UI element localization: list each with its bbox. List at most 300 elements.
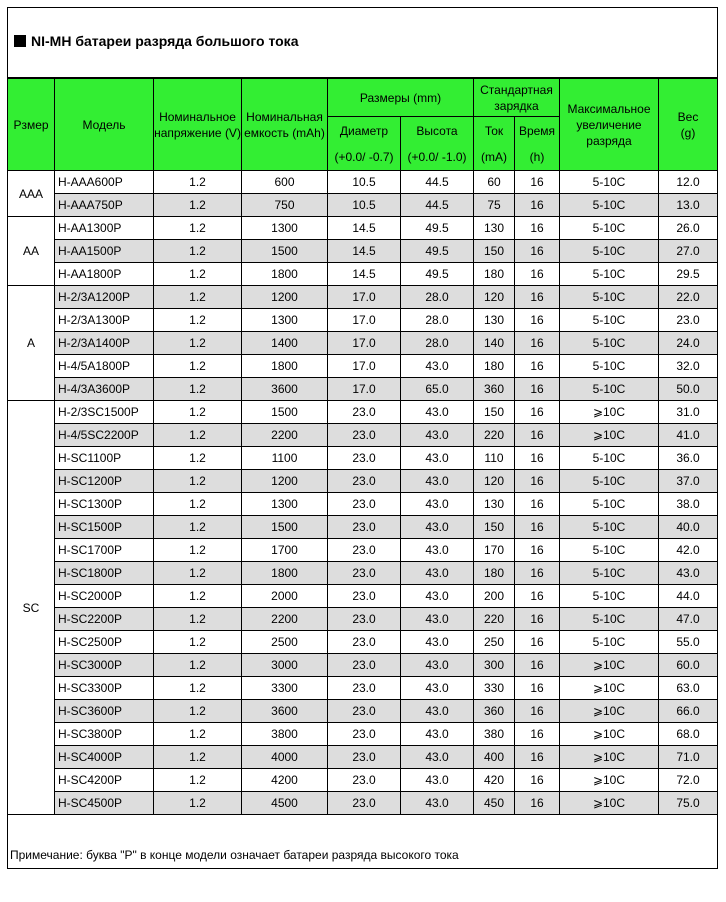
discharge-cell: ⩾10C bbox=[560, 401, 659, 424]
capacity-cell: 1200 bbox=[242, 286, 328, 309]
height-cell: 43.0 bbox=[401, 562, 474, 585]
voltage-cell: 1.2 bbox=[154, 424, 242, 447]
current-cell: 120 bbox=[474, 286, 515, 309]
model-cell: H-SC1100P bbox=[55, 447, 154, 470]
discharge-cell: 5-10C bbox=[560, 355, 659, 378]
model-cell: H-AAA750P bbox=[55, 194, 154, 217]
height-cell: 43.0 bbox=[401, 355, 474, 378]
height-cell: 43.0 bbox=[401, 493, 474, 516]
footnote: Примечание: буква "P" в конце модели означает батареи разряда высокого тока bbox=[10, 848, 459, 862]
voltage-cell: 1.2 bbox=[154, 631, 242, 654]
time-cell: 16 bbox=[515, 447, 560, 470]
discharge-cell: ⩾10C bbox=[560, 792, 659, 815]
weight-cell: 23.0 bbox=[659, 309, 718, 332]
voltage-cell: 1.2 bbox=[154, 378, 242, 401]
weight-cell: 55.0 bbox=[659, 631, 718, 654]
time-cell: 16 bbox=[515, 424, 560, 447]
model-cell: H-SC1700P bbox=[55, 539, 154, 562]
height-cell: 43.0 bbox=[401, 608, 474, 631]
voltage-cell: 1.2 bbox=[154, 562, 242, 585]
voltage-cell: 1.2 bbox=[154, 263, 242, 286]
model-cell: H-AA1500P bbox=[55, 240, 154, 263]
table-row bbox=[8, 608, 718, 631]
table-row bbox=[8, 240, 718, 263]
height-cell: 43.0 bbox=[401, 631, 474, 654]
diameter-cell: 23.0 bbox=[328, 447, 401, 470]
time-cell: 16 bbox=[515, 171, 560, 194]
diameter-cell: 23.0 bbox=[328, 769, 401, 792]
current-cell: 110 bbox=[474, 447, 515, 470]
header-dimensions: Размеры (mm) bbox=[328, 79, 474, 117]
discharge-cell: 5-10C bbox=[560, 240, 659, 263]
diameter-cell: 23.0 bbox=[328, 401, 401, 424]
header-diameter-label: Диаметр bbox=[339, 123, 389, 138]
voltage-cell: 1.2 bbox=[154, 240, 242, 263]
weight-cell: 24.0 bbox=[659, 332, 718, 355]
header-current-label: Ток bbox=[484, 123, 504, 138]
table-row bbox=[8, 286, 718, 309]
height-cell: 49.5 bbox=[401, 240, 474, 263]
height-cell: 43.0 bbox=[401, 723, 474, 746]
diameter-cell: 23.0 bbox=[328, 608, 401, 631]
voltage-cell: 1.2 bbox=[154, 286, 242, 309]
model-cell: H-2/3A1300P bbox=[55, 309, 154, 332]
header-height-label: Высота bbox=[416, 123, 458, 138]
weight-cell: 27.0 bbox=[659, 240, 718, 263]
weight-cell: 47.0 bbox=[659, 608, 718, 631]
header-diameter bbox=[328, 117, 401, 171]
model-cell: H-4/5A1800P bbox=[55, 355, 154, 378]
table-row bbox=[8, 493, 718, 516]
diameter-cell: 14.5 bbox=[328, 263, 401, 286]
diameter-cell: 23.0 bbox=[328, 746, 401, 769]
discharge-cell: 5-10C bbox=[560, 171, 659, 194]
diameter-cell: 10.5 bbox=[328, 194, 401, 217]
discharge-cell: 5-10C bbox=[560, 309, 659, 332]
model-cell: H-2/3A1400P bbox=[55, 332, 154, 355]
time-cell: 16 bbox=[515, 654, 560, 677]
time-cell: 16 bbox=[515, 585, 560, 608]
table-row bbox=[8, 562, 718, 585]
weight-cell: 50.0 bbox=[659, 378, 718, 401]
current-cell: 400 bbox=[474, 746, 515, 769]
discharge-cell: ⩾10C bbox=[560, 700, 659, 723]
time-cell: 16 bbox=[515, 723, 560, 746]
time-cell: 16 bbox=[515, 332, 560, 355]
current-cell: 150 bbox=[474, 240, 515, 263]
table-row bbox=[8, 677, 718, 700]
capacity-cell: 3800 bbox=[242, 723, 328, 746]
weight-cell: 36.0 bbox=[659, 447, 718, 470]
time-cell: 16 bbox=[515, 309, 560, 332]
height-cell: 43.0 bbox=[401, 424, 474, 447]
current-cell: 180 bbox=[474, 355, 515, 378]
size-cell: SC bbox=[8, 401, 55, 815]
discharge-cell: 5-10C bbox=[560, 217, 659, 240]
capacity-cell: 1700 bbox=[242, 539, 328, 562]
table-row bbox=[8, 309, 718, 332]
diameter-cell: 17.0 bbox=[328, 286, 401, 309]
table-row bbox=[8, 194, 718, 217]
diameter-cell: 23.0 bbox=[328, 654, 401, 677]
table-row bbox=[8, 332, 718, 355]
height-cell: 49.5 bbox=[401, 263, 474, 286]
header-diameter-tolerance: (+0.0/ -0.7) bbox=[334, 149, 394, 164]
diameter-cell: 17.0 bbox=[328, 332, 401, 355]
capacity-cell: 4000 bbox=[242, 746, 328, 769]
time-cell: 16 bbox=[515, 792, 560, 815]
discharge-cell: 5-10C bbox=[560, 470, 659, 493]
table-row bbox=[8, 470, 718, 493]
header-model: Модель bbox=[55, 79, 154, 171]
time-cell: 16 bbox=[515, 240, 560, 263]
voltage-cell: 1.2 bbox=[154, 171, 242, 194]
table-row bbox=[8, 631, 718, 654]
page-title bbox=[14, 33, 298, 49]
voltage-cell: 1.2 bbox=[154, 769, 242, 792]
voltage-cell: 1.2 bbox=[154, 539, 242, 562]
voltage-cell: 1.2 bbox=[154, 401, 242, 424]
table-row bbox=[8, 447, 718, 470]
time-cell: 16 bbox=[515, 401, 560, 424]
table-row bbox=[8, 263, 718, 286]
current-cell: 360 bbox=[474, 378, 515, 401]
discharge-cell: ⩾10C bbox=[560, 723, 659, 746]
height-cell: 28.0 bbox=[401, 332, 474, 355]
current-cell: 450 bbox=[474, 792, 515, 815]
diameter-cell: 17.0 bbox=[328, 378, 401, 401]
capacity-cell: 1800 bbox=[242, 355, 328, 378]
height-cell: 43.0 bbox=[401, 792, 474, 815]
current-cell: 220 bbox=[474, 608, 515, 631]
weight-cell: 43.0 bbox=[659, 562, 718, 585]
weight-cell: 40.0 bbox=[659, 516, 718, 539]
discharge-cell: 5-10C bbox=[560, 562, 659, 585]
table-row bbox=[8, 401, 718, 424]
table-body bbox=[8, 171, 718, 815]
time-cell: 16 bbox=[515, 769, 560, 792]
time-cell: 16 bbox=[515, 608, 560, 631]
model-cell: H-SC2500P bbox=[55, 631, 154, 654]
size-cell: AA bbox=[8, 217, 55, 286]
height-cell: 44.5 bbox=[401, 171, 474, 194]
time-cell: 16 bbox=[515, 355, 560, 378]
weight-cell: 42.0 bbox=[659, 539, 718, 562]
discharge-cell: 5-10C bbox=[560, 447, 659, 470]
voltage-cell: 1.2 bbox=[154, 700, 242, 723]
height-cell: 43.0 bbox=[401, 585, 474, 608]
diameter-cell: 23.0 bbox=[328, 493, 401, 516]
weight-cell: 68.0 bbox=[659, 723, 718, 746]
discharge-cell: ⩾10C bbox=[560, 654, 659, 677]
voltage-cell: 1.2 bbox=[154, 194, 242, 217]
weight-cell: 37.0 bbox=[659, 470, 718, 493]
title-bar bbox=[8, 8, 717, 78]
table-row bbox=[8, 217, 718, 240]
diameter-cell: 10.5 bbox=[328, 171, 401, 194]
discharge-cell: 5-10C bbox=[560, 263, 659, 286]
time-cell: 16 bbox=[515, 194, 560, 217]
table-row bbox=[8, 654, 718, 677]
diameter-cell: 17.0 bbox=[328, 355, 401, 378]
height-cell: 43.0 bbox=[401, 769, 474, 792]
header-time-unit: (h) bbox=[529, 149, 545, 164]
discharge-cell: 5-10C bbox=[560, 539, 659, 562]
weight-cell: 32.0 bbox=[659, 355, 718, 378]
header-max-discharge: Максимальное увеличение разряда bbox=[560, 79, 659, 171]
current-cell: 180 bbox=[474, 562, 515, 585]
capacity-cell: 1800 bbox=[242, 562, 328, 585]
model-cell: H-2/3SC1500P bbox=[55, 401, 154, 424]
height-cell: 43.0 bbox=[401, 470, 474, 493]
capacity-cell: 1400 bbox=[242, 332, 328, 355]
current-cell: 420 bbox=[474, 769, 515, 792]
weight-cell: 12.0 bbox=[659, 171, 718, 194]
height-cell: 43.0 bbox=[401, 447, 474, 470]
model-cell: H-SC2200P bbox=[55, 608, 154, 631]
model-cell: H-SC3000P bbox=[55, 654, 154, 677]
time-cell: 16 bbox=[515, 562, 560, 585]
current-cell: 60 bbox=[474, 171, 515, 194]
height-cell: 43.0 bbox=[401, 654, 474, 677]
capacity-cell: 1300 bbox=[242, 217, 328, 240]
voltage-cell: 1.2 bbox=[154, 516, 242, 539]
discharge-cell: 5-10C bbox=[560, 585, 659, 608]
weight-cell: 26.0 bbox=[659, 217, 718, 240]
capacity-cell: 1500 bbox=[242, 401, 328, 424]
current-cell: 130 bbox=[474, 217, 515, 240]
diameter-cell: 23.0 bbox=[328, 677, 401, 700]
header-height bbox=[401, 117, 474, 171]
header-standard-charge: Стандартная зарядка bbox=[474, 79, 560, 117]
current-cell: 120 bbox=[474, 470, 515, 493]
height-cell: 43.0 bbox=[401, 539, 474, 562]
current-cell: 150 bbox=[474, 401, 515, 424]
current-cell: 250 bbox=[474, 631, 515, 654]
current-cell: 220 bbox=[474, 424, 515, 447]
model-cell: H-SC4500P bbox=[55, 792, 154, 815]
weight-cell: 38.0 bbox=[659, 493, 718, 516]
header-size: Рзмер bbox=[8, 79, 55, 171]
model-cell: H-SC1300P bbox=[55, 493, 154, 516]
size-cell: AAA bbox=[8, 171, 55, 217]
voltage-cell: 1.2 bbox=[154, 654, 242, 677]
weight-cell: 60.0 bbox=[659, 654, 718, 677]
model-cell: H-SC3600P bbox=[55, 700, 154, 723]
weight-cell: 63.0 bbox=[659, 677, 718, 700]
capacity-cell: 1300 bbox=[242, 309, 328, 332]
weight-cell: 72.0 bbox=[659, 769, 718, 792]
table-row bbox=[8, 355, 718, 378]
table-header bbox=[8, 79, 718, 171]
time-cell: 16 bbox=[515, 470, 560, 493]
model-cell: H-4/3A3600P bbox=[55, 378, 154, 401]
weight-cell: 66.0 bbox=[659, 700, 718, 723]
discharge-cell: ⩾10C bbox=[560, 424, 659, 447]
current-cell: 200 bbox=[474, 585, 515, 608]
diameter-cell: 14.5 bbox=[328, 217, 401, 240]
height-cell: 43.0 bbox=[401, 677, 474, 700]
model-cell: H-SC1800P bbox=[55, 562, 154, 585]
model-cell: H-SC1200P bbox=[55, 470, 154, 493]
diameter-cell: 23.0 bbox=[328, 631, 401, 654]
header-current-unit: (mA) bbox=[481, 149, 507, 164]
table-row bbox=[8, 424, 718, 447]
voltage-cell: 1.2 bbox=[154, 792, 242, 815]
table-row bbox=[8, 792, 718, 815]
capacity-cell: 3600 bbox=[242, 700, 328, 723]
table-row bbox=[8, 700, 718, 723]
time-cell: 16 bbox=[515, 217, 560, 240]
header-time-label: Время bbox=[518, 123, 556, 138]
diameter-cell: 23.0 bbox=[328, 792, 401, 815]
current-cell: 360 bbox=[474, 700, 515, 723]
voltage-cell: 1.2 bbox=[154, 217, 242, 240]
time-cell: 16 bbox=[515, 263, 560, 286]
diameter-cell: 23.0 bbox=[328, 470, 401, 493]
discharge-cell: 5-10C bbox=[560, 516, 659, 539]
battery-spec-table bbox=[7, 78, 718, 815]
model-cell: H-2/3A1200P bbox=[55, 286, 154, 309]
header-height-tolerance: (+0.0/ -1.0) bbox=[407, 149, 467, 164]
table-row bbox=[8, 171, 718, 194]
current-cell: 140 bbox=[474, 332, 515, 355]
table-row bbox=[8, 516, 718, 539]
discharge-cell: 5-10C bbox=[560, 378, 659, 401]
table-row bbox=[8, 585, 718, 608]
current-cell: 130 bbox=[474, 493, 515, 516]
header-capacity: Номинальная емкость (mAh) bbox=[242, 79, 328, 171]
voltage-cell: 1.2 bbox=[154, 746, 242, 769]
model-cell: H-AA1800P bbox=[55, 263, 154, 286]
diameter-cell: 23.0 bbox=[328, 700, 401, 723]
square-bullet-icon bbox=[14, 35, 26, 47]
height-cell: 44.5 bbox=[401, 194, 474, 217]
height-cell: 43.0 bbox=[401, 746, 474, 769]
discharge-cell: 5-10C bbox=[560, 631, 659, 654]
discharge-cell: 5-10C bbox=[560, 332, 659, 355]
page-title-text: NI-MH батареи разряда большого тока bbox=[31, 33, 299, 49]
height-cell: 49.5 bbox=[401, 217, 474, 240]
time-cell: 16 bbox=[515, 286, 560, 309]
header-current bbox=[474, 117, 515, 171]
current-cell: 300 bbox=[474, 654, 515, 677]
capacity-cell: 1200 bbox=[242, 470, 328, 493]
voltage-cell: 1.2 bbox=[154, 332, 242, 355]
weight-cell: 44.0 bbox=[659, 585, 718, 608]
time-cell: 16 bbox=[515, 378, 560, 401]
height-cell: 28.0 bbox=[401, 309, 474, 332]
header-weight: Вес (g) bbox=[659, 79, 718, 171]
current-cell: 330 bbox=[474, 677, 515, 700]
diameter-cell: 17.0 bbox=[328, 309, 401, 332]
capacity-cell: 3600 bbox=[242, 378, 328, 401]
weight-cell: 41.0 bbox=[659, 424, 718, 447]
model-cell: H-SC1500P bbox=[55, 516, 154, 539]
header-time bbox=[515, 117, 560, 171]
time-cell: 16 bbox=[515, 539, 560, 562]
discharge-cell: 5-10C bbox=[560, 608, 659, 631]
voltage-cell: 1.2 bbox=[154, 309, 242, 332]
weight-cell: 71.0 bbox=[659, 746, 718, 769]
current-cell: 180 bbox=[474, 263, 515, 286]
model-cell: H-SC4200P bbox=[55, 769, 154, 792]
voltage-cell: 1.2 bbox=[154, 585, 242, 608]
capacity-cell: 2500 bbox=[242, 631, 328, 654]
voltage-cell: 1.2 bbox=[154, 447, 242, 470]
header-voltage: Номинальное напряжение (V) bbox=[154, 79, 242, 171]
table-row bbox=[8, 769, 718, 792]
capacity-cell: 1500 bbox=[242, 516, 328, 539]
capacity-cell: 2000 bbox=[242, 585, 328, 608]
weight-cell: 75.0 bbox=[659, 792, 718, 815]
model-cell: H-SC4000P bbox=[55, 746, 154, 769]
time-cell: 16 bbox=[515, 631, 560, 654]
table-row bbox=[8, 539, 718, 562]
height-cell: 43.0 bbox=[401, 401, 474, 424]
current-cell: 75 bbox=[474, 194, 515, 217]
capacity-cell: 4200 bbox=[242, 769, 328, 792]
capacity-cell: 750 bbox=[242, 194, 328, 217]
time-cell: 16 bbox=[515, 746, 560, 769]
voltage-cell: 1.2 bbox=[154, 470, 242, 493]
table-row bbox=[8, 378, 718, 401]
weight-cell: 31.0 bbox=[659, 401, 718, 424]
current-cell: 380 bbox=[474, 723, 515, 746]
capacity-cell: 600 bbox=[242, 171, 328, 194]
diameter-cell: 23.0 bbox=[328, 539, 401, 562]
current-cell: 170 bbox=[474, 539, 515, 562]
capacity-cell: 1300 bbox=[242, 493, 328, 516]
time-cell: 16 bbox=[515, 677, 560, 700]
height-cell: 28.0 bbox=[401, 286, 474, 309]
discharge-cell: 5-10C bbox=[560, 194, 659, 217]
diameter-cell: 23.0 bbox=[328, 723, 401, 746]
discharge-cell: ⩾10C bbox=[560, 746, 659, 769]
capacity-cell: 2200 bbox=[242, 424, 328, 447]
time-cell: 16 bbox=[515, 516, 560, 539]
model-cell: H-SC3300P bbox=[55, 677, 154, 700]
table-row bbox=[8, 723, 718, 746]
voltage-cell: 1.2 bbox=[154, 608, 242, 631]
voltage-cell: 1.2 bbox=[154, 677, 242, 700]
discharge-cell: 5-10C bbox=[560, 493, 659, 516]
voltage-cell: 1.2 bbox=[154, 723, 242, 746]
diameter-cell: 23.0 bbox=[328, 585, 401, 608]
capacity-cell: 2200 bbox=[242, 608, 328, 631]
capacity-cell: 1800 bbox=[242, 263, 328, 286]
weight-cell: 13.0 bbox=[659, 194, 718, 217]
model-cell: H-4/5SC2200P bbox=[55, 424, 154, 447]
capacity-cell: 1500 bbox=[242, 240, 328, 263]
weight-cell: 29.5 bbox=[659, 263, 718, 286]
capacity-cell: 1100 bbox=[242, 447, 328, 470]
table-row bbox=[8, 746, 718, 769]
discharge-cell: ⩾10C bbox=[560, 677, 659, 700]
discharge-cell: 5-10C bbox=[560, 286, 659, 309]
model-cell: H-SC3800P bbox=[55, 723, 154, 746]
weight-cell: 22.0 bbox=[659, 286, 718, 309]
model-cell: H-SC2000P bbox=[55, 585, 154, 608]
size-cell: A bbox=[8, 286, 55, 401]
current-cell: 150 bbox=[474, 516, 515, 539]
diameter-cell: 23.0 bbox=[328, 516, 401, 539]
diameter-cell: 14.5 bbox=[328, 240, 401, 263]
current-cell: 130 bbox=[474, 309, 515, 332]
capacity-cell: 3300 bbox=[242, 677, 328, 700]
diameter-cell: 23.0 bbox=[328, 424, 401, 447]
capacity-cell: 4500 bbox=[242, 792, 328, 815]
